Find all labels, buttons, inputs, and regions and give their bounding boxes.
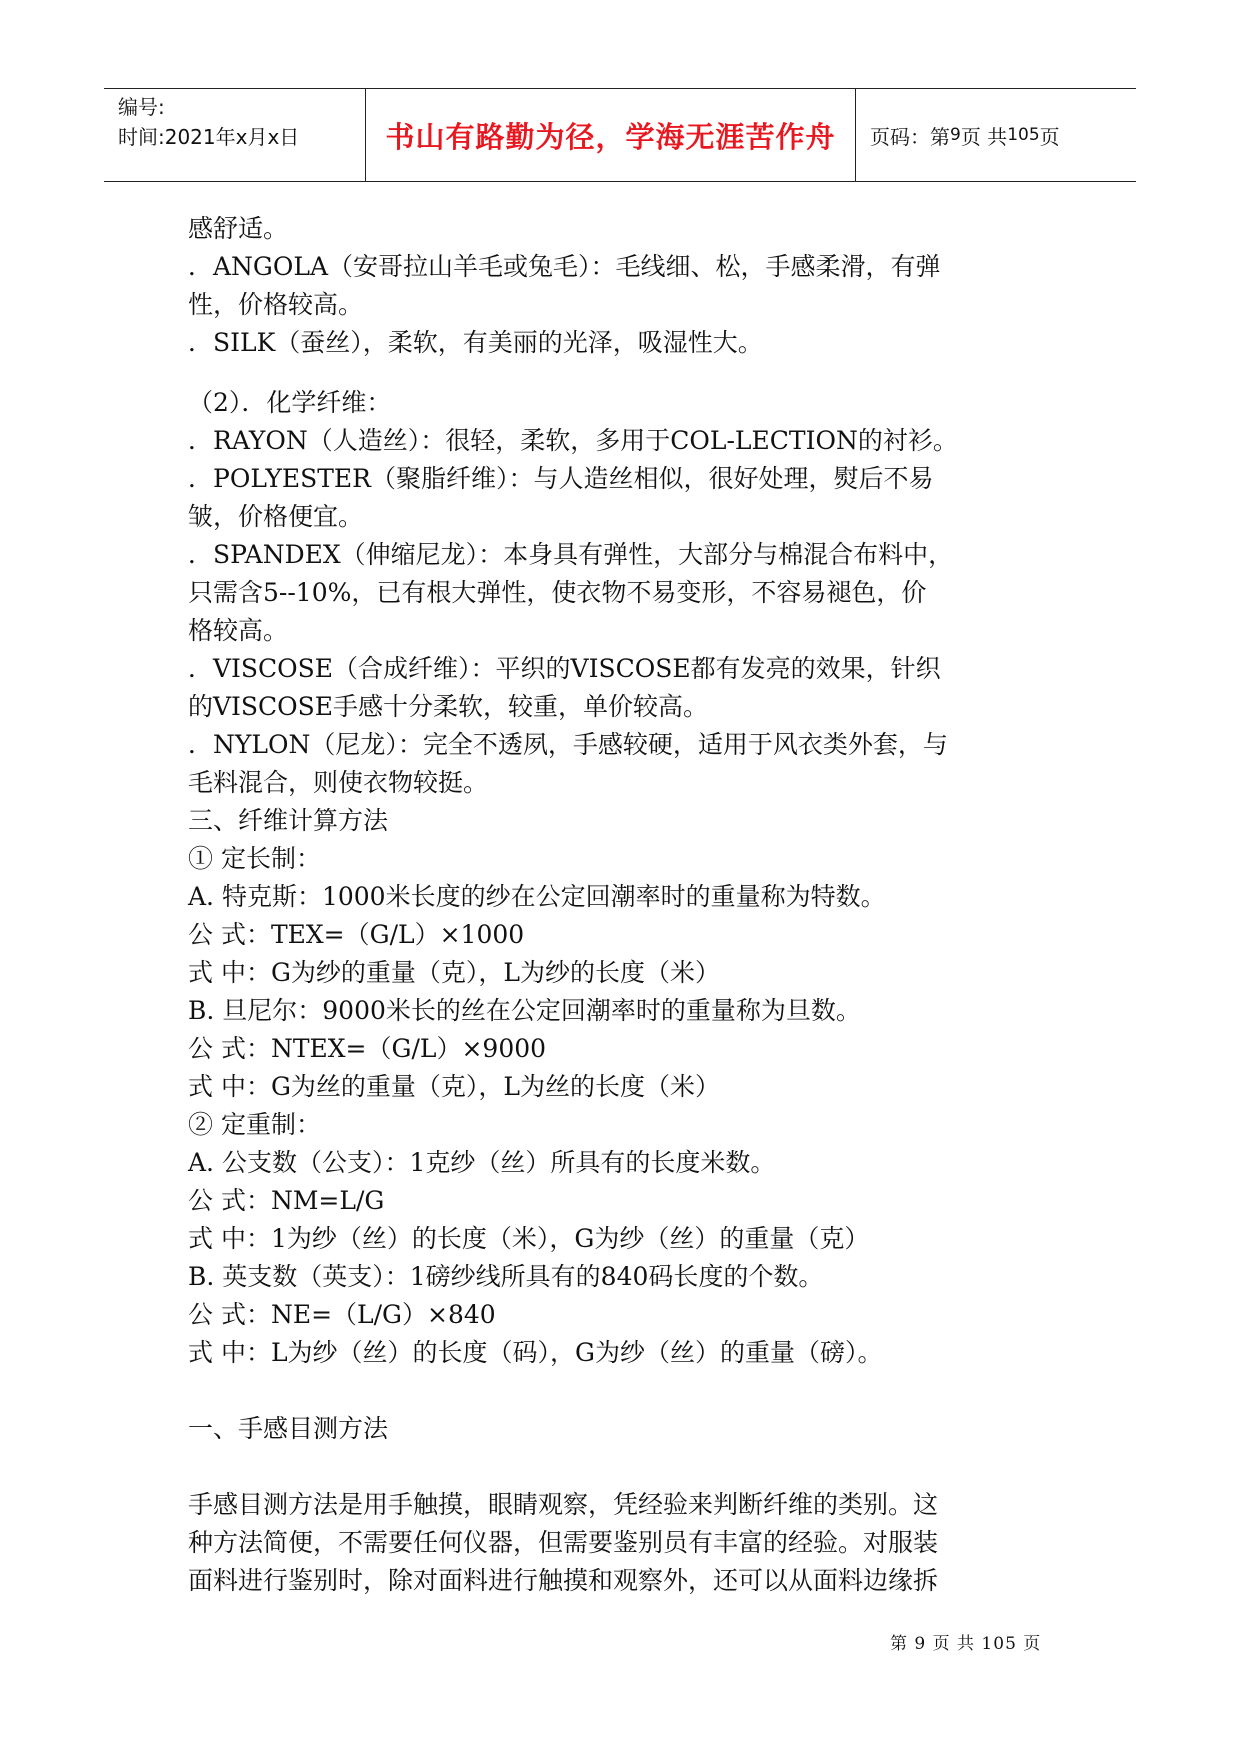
body-line: ．NYLON（尼龙）：完全不透夙，手感较硬，适用于风衣类外套，与	[188, 730, 948, 759]
body-line: B. 旦尼尔：9000米长的丝在公定回潮率时的重量称为旦数。	[188, 996, 861, 1025]
body-line: 只需含5--10%，已有根大弹性，使衣物不易变形，不容易褪色，价	[188, 578, 927, 607]
document-number-label: 编号:	[118, 95, 165, 119]
body-line: A. 公支数（公支）：1克纱（丝）所具有的长度米数。	[188, 1148, 776, 1177]
header-meta	[104, 89, 366, 181]
body-line: ．ANGOLA（安哥拉山羊毛或兔毛）：毛线细、松，手感柔滑，有弹	[188, 252, 941, 281]
body-line: 性，价格较高。	[188, 290, 364, 319]
body-line: 手感目测方法是用手触摸，眼睛观察，凭经验来判断纤维的类别。这	[188, 1490, 939, 1519]
document-body	[188, 210, 1078, 1600]
body-line: 式 中：G为纱的重量（克），L为纱的长度（米）	[188, 958, 721, 987]
page-prefix: 页码：第	[870, 124, 950, 149]
section-heading: 一、手感目测方法	[188, 1414, 389, 1443]
formula-line: 公 式：NM=L/G	[188, 1186, 385, 1215]
body-line: B. 英支数（英支）：1磅纱线所具有的840码长度的个数。	[188, 1262, 824, 1291]
body-line: 式 中：G为丝的重量（克），L为丝的长度（米）	[188, 1072, 721, 1101]
body-line: 式 中：1为纱（丝）的长度（米），G为纱（丝）的重量（克）	[188, 1224, 870, 1253]
blank-line	[188, 1372, 1078, 1410]
body-line: 感舒适。	[188, 214, 289, 243]
body-line: A. 特克斯：1000米长度的纱在公定回潮率时的重量称为特数。	[188, 882, 886, 911]
formula-line: 公 式：NTEX=（G/L）×9000	[188, 1034, 547, 1063]
page-header	[104, 88, 1136, 182]
body-line: 毛料混合，则使衣物较挺。	[188, 768, 489, 797]
page-footer: 第 9 页 共 105 页	[890, 1634, 1042, 1654]
blank-line	[188, 1448, 1078, 1486]
body-line: 种方法简便，不需要任何仪器，但需要鉴别员有丰富的经验。对服装	[188, 1528, 939, 1557]
header-page-info	[856, 89, 1136, 181]
page-mid: 页 共	[960, 124, 1008, 149]
page-suffix: 页	[1039, 124, 1060, 149]
body-line: 面料进行鉴别时，除对面料进行触摸和观察外，还可以从面料边缘拆	[188, 1566, 939, 1595]
body-line: ．SPANDEX（伸缩尼龙）：本身具有弹性，大部分与棉混合布料中，	[188, 540, 954, 569]
body-line: ．RAYON（人造丝）：很轻，柔软，多用于COL-LECTION的衬衫。	[188, 426, 958, 455]
section-heading: （2）．化学纤维：	[188, 388, 392, 417]
page-number: 9	[950, 125, 961, 145]
formula-line: 公 式：NE=（L/G）×840	[188, 1300, 496, 1329]
body-line: 的VISCOSE手感十分柔软，较重，单价较高。	[188, 692, 709, 721]
subsection-heading: ① 定长制：	[188, 844, 321, 873]
body-line: 格较高。	[188, 616, 289, 645]
page-total: 105	[1007, 125, 1040, 145]
subsection-heading: ② 定重制：	[188, 1110, 321, 1139]
header-motto: 书山有路勤为径，学海无涯苦作舟	[366, 89, 856, 181]
section-heading: 三、纤维计算方法	[188, 806, 389, 835]
body-line: ．VISCOSE（合成纤维）：平织的VISCOSE都有发亮的效果，针织	[188, 654, 941, 683]
body-line: ．SILK（蚕丝），柔软，有美丽的光泽，吸湿性大。	[188, 328, 763, 357]
body-line: 式 中：L为纱（丝）的长度（码），G为纱（丝）的重量（磅）。	[188, 1338, 883, 1367]
body-line: 皱，价格便宜。	[188, 502, 364, 531]
document-time: 时间:2021年x月x日	[118, 125, 300, 149]
body-line: ．POLYESTER（聚脂纤维）：与人造丝相似，很好处理，熨后不易	[188, 464, 934, 493]
formula-line: 公 式：TEX=（G/L）×1000	[188, 920, 525, 949]
blank-line	[188, 362, 1078, 384]
